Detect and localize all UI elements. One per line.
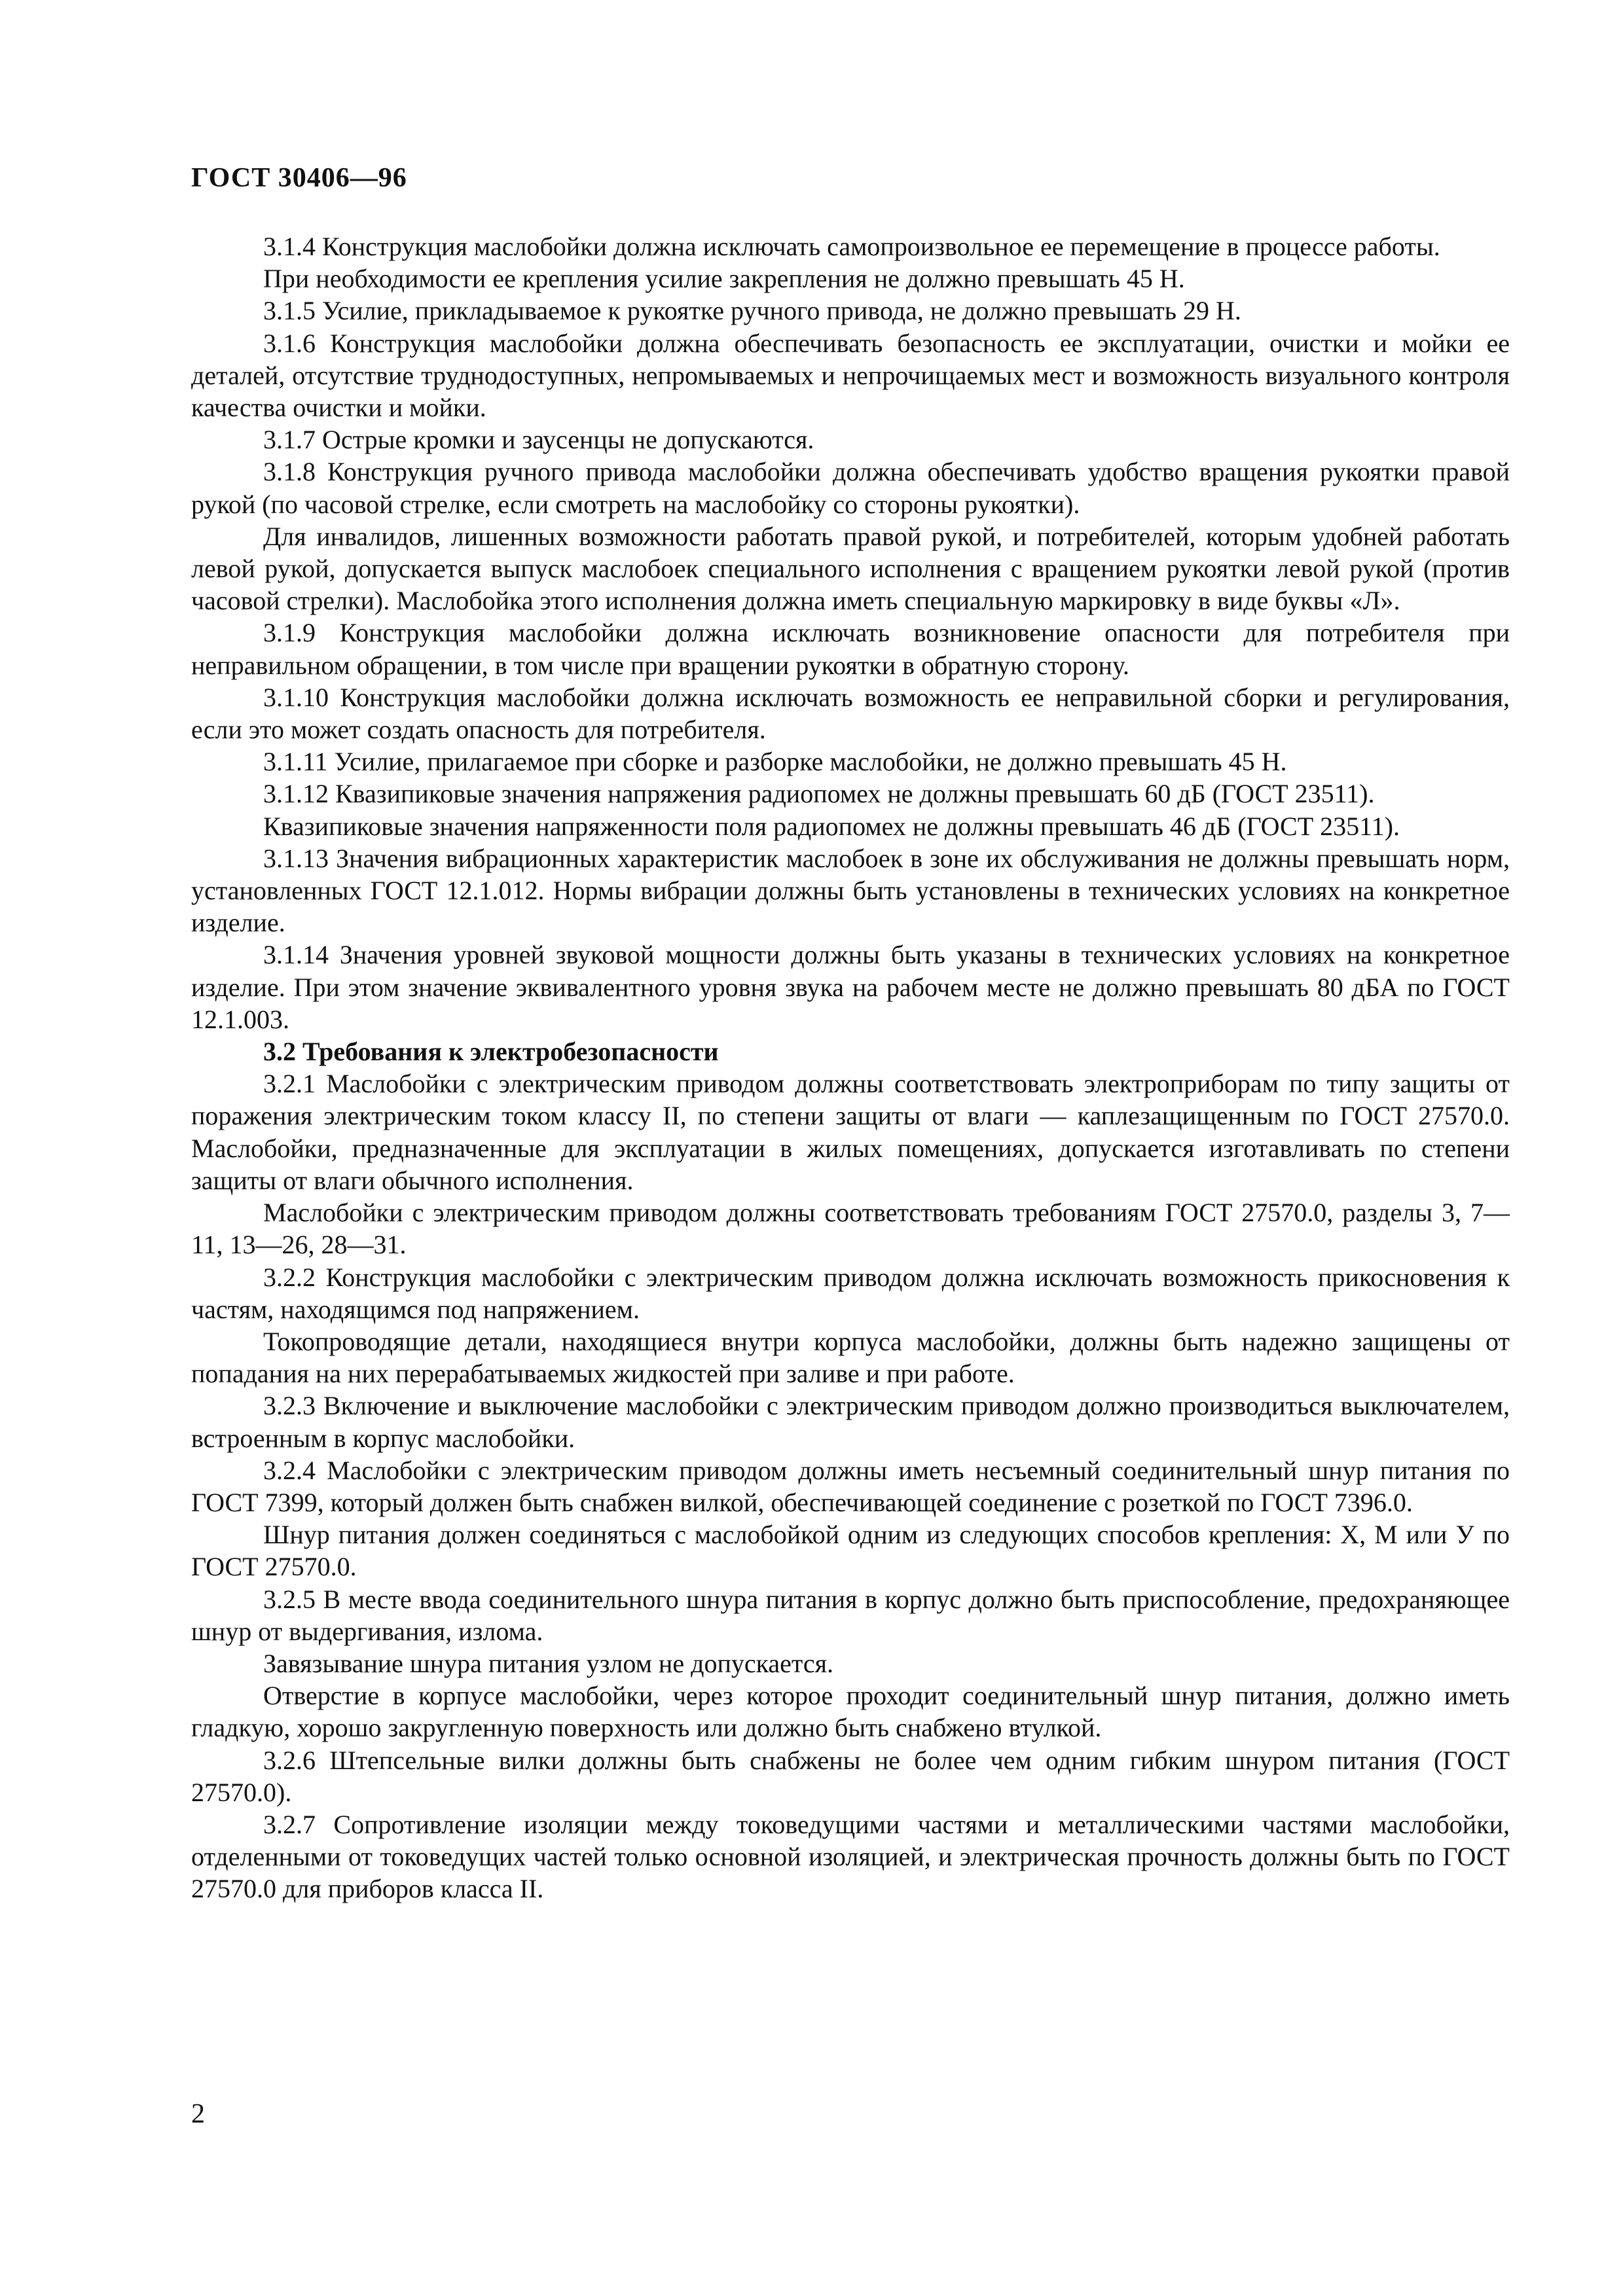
- paragraph: 3.2.5 В месте ввода соединительного шнура питания в корпус должно быть приспособление, предохраняющее шнур от выдергивания, излома.: [191, 1584, 1510, 1646]
- document-header: ГОСТ 30406—96: [191, 163, 407, 193]
- document-body: [191, 230, 1510, 1905]
- paragraph: Для инвалидов, лишенных возможности работать правой рукой, и потребителей, которым удобней работать левой рукой, допускается выпуск маслобоек специального исполнения с вращением рукоятки левой рукой (против часовой стрелки). Маслобойка этого исполнения должна иметь специальную маркировку в виде буквы «Л».: [191, 521, 1510, 616]
- paragraph: 3.1.14 Значения уровней звуковой мощности должны быть указаны в технических условиях на конкретное изделие. При этом значение эквивалентного уровня звука на рабочем месте не должно превышать 80 дБА по ГОСТ 12.1.003.: [191, 940, 1510, 1034]
- page-number: 2: [191, 2099, 205, 2129]
- paragraph: 3.1.7 Острые кромки и заусенцы не допускаются.: [263, 425, 814, 455]
- paragraph: 3.2.4 Маслобойки с электрическим приводом должны иметь несъемный соединительный шнур питания по ГОСТ 7399, который должен быть снабжен вилкой, обеспечивающей соединение с розеткой по ГОСТ 7396.0.: [191, 1455, 1510, 1517]
- paragraph: 3.1.13 Значения вибрационных характеристик маслобоек в зоне их обслуживания не должны превышать норм, установленных ГОСТ 12.1.012. Нормы вибрации должны быть установлены в технических условиях на конкретное изделие.: [191, 843, 1510, 938]
- paragraph: 3.2.1 Маслобойки с электрическим приводом должны соответствовать электроприборам по типу защиты от поражения электрическим током классу II, по степени защиты от влаги — каплезащищенным по ГОСТ 27570.0. Маслобойки, предназначенные для эксплуатации в жилых помещениях, допускается изготавливать по степени защиты от влаги обычного исполнения.: [191, 1069, 1510, 1195]
- paragraph: 3.1.10 Конструкция маслобойки должна исключать возможность ее неправильной сборки и регулирования, если это может создать опасность для потребителя.: [191, 682, 1510, 745]
- paragraph: 3.2.3 Включение и выключение маслобойки с электрическим приводом должно производиться выключателем, встроенным в корпус маслобойки.: [191, 1391, 1510, 1453]
- paragraph: 3.1.8 Конструкция ручного привода маслобойки должна обеспечивать удобство вращения рукоятки правой рукой (по часовой стрелке, если смотреть на маслобойку со стороны рукоятки).: [191, 457, 1510, 519]
- paragraph: 3.1.11 Усилие, прилагаемое при сборке и разборке маслобойки, не должно превышать 45 Н.: [263, 747, 1287, 777]
- paragraph: 3.1.12 Квазипиковые значения напряжения радиопомех не должны превышать 60 дБ (ГОСТ 23511).: [263, 779, 1375, 809]
- paragraph: 3.2.6 Штепсельные вилки должны быть снабжены не более чем одним гибким шнуром питания (ГОСТ 27570.0).: [191, 1745, 1510, 1807]
- paragraph: 3.1.4 Конструкция маслобойки должна исключать самопроизвольное ее перемещение в процессе работы.: [263, 232, 1440, 261]
- paragraph: Отверстие в корпусе маслобойки, через которое проходит соединительный шнур питания, должно иметь гладкую, хорошо закругленную поверхность или должно быть снабжено втулкой.: [191, 1681, 1510, 1743]
- paragraph: Завязывание шнура питания узлом не допускается.: [263, 1648, 834, 1678]
- paragraph: Квазипиковые значения напряженности поля радиопомех не должны превышать 46 дБ (ГОСТ 23511).: [263, 811, 1400, 841]
- paragraph: 3.2.2 Конструкция маслобойки с электрическим приводом должна исключать возможность прикосновения к частям, находящимся под напряжением.: [191, 1262, 1510, 1324]
- paragraph: 3.1.5 Усилие, прикладываемое к рукоятке ручного привода, не должно превышать 29 Н.: [263, 296, 1241, 326]
- paragraph: 3.2.7 Сопротивление изоляции между токоведущими частями и металлическими частями маслобойки, отделенными от токоведущих частей только основной изоляцией, и электрическая прочность должны быть по ГОСТ 27570.0 для приборов класса II.: [191, 1809, 1510, 1904]
- paragraph: При необходимости ее крепления усилие закрепления не должно превышать 45 Н.: [263, 264, 1185, 294]
- section-heading: 3.2 Требования к электробезопасности: [263, 1037, 719, 1067]
- paragraph: Шнур питания должен соединяться с маслобойкой одним из следующих способов крепления: X, М или У по ГОСТ 27570.0.: [191, 1520, 1510, 1582]
- paragraph: 3.1.9 Конструкция маслобойки должна исключать возникновение опасности для потребителя при неправильном обращении, в том числе при вращении рукоятки в обратную сторону.: [191, 618, 1510, 680]
- paragraph: Токопроводящие детали, находящиеся внутри корпуса маслобойки, должны быть надежно защищены от попадания на них перерабатываемых жидкостей при заливе и при работе.: [191, 1326, 1510, 1389]
- paragraph: 3.1.6 Конструкция маслобойки должна обеспечивать безопасность ее эксплуатации, очистки и мойки ее деталей, отсутствие труднодоступных, непромываемых и непрочищаемых мест и возможность визуального контроля качества очистки и мойки.: [191, 328, 1510, 423]
- paragraph: Маслобойки с электрическим приводом должны соответствовать требованиям ГОСТ 27570.0, разделы 3, 7—11, 13—26, 28—31.: [191, 1198, 1510, 1260]
